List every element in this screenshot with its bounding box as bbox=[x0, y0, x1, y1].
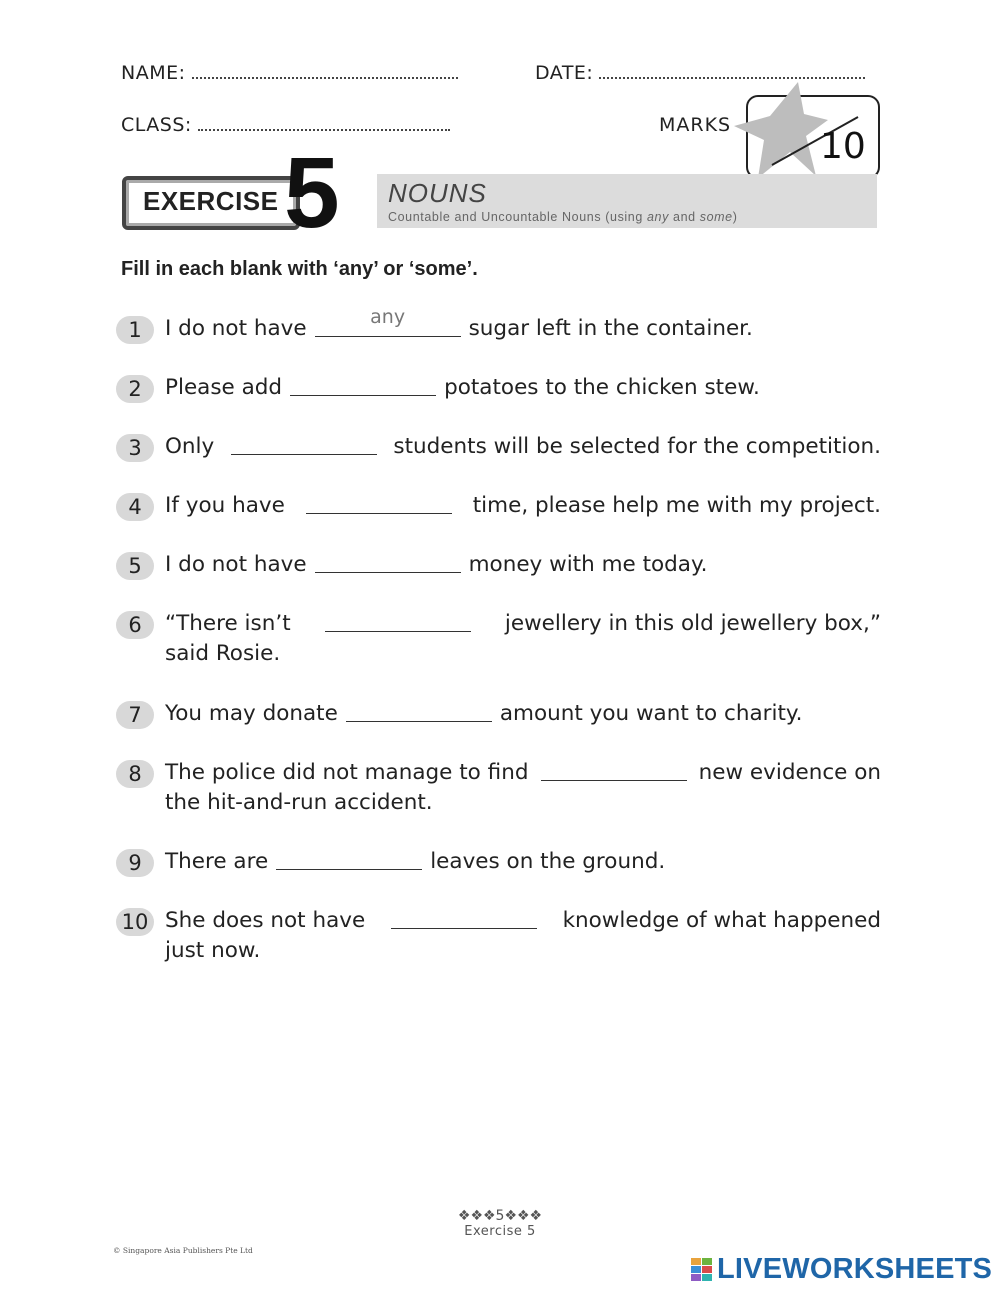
answer-blank[interactable] bbox=[231, 432, 377, 455]
subtitle-some: some bbox=[699, 210, 733, 224]
question-number: 4 bbox=[116, 493, 154, 521]
answer-blank[interactable] bbox=[315, 306, 461, 337]
name-field bbox=[121, 62, 458, 84]
question-text-line2: the hit-and-run accident. bbox=[165, 790, 433, 815]
answer-blank[interactable] bbox=[391, 906, 537, 929]
question-text-before: “There isn’t bbox=[165, 611, 291, 636]
question-text-before: I do not have bbox=[165, 316, 307, 341]
liveworksheets-blocks-icon bbox=[690, 1257, 714, 1283]
subtitle-and: and bbox=[668, 210, 700, 224]
question-number: 1 bbox=[116, 316, 154, 344]
question-text-after: students will be selected for the competition. bbox=[393, 434, 881, 459]
question-text-before: The police did not manage to find bbox=[165, 760, 529, 785]
marks-total: 10 bbox=[820, 126, 866, 167]
topic-subtitle bbox=[388, 210, 738, 224]
question-text-line2: said Rosie. bbox=[165, 641, 281, 666]
question-text-after: money with me today. bbox=[468, 552, 708, 577]
question-number: 6 bbox=[116, 611, 154, 639]
marks-label: MARKS bbox=[659, 114, 732, 136]
question-number: 8 bbox=[116, 760, 154, 788]
liveworksheets-brand: LIVEWORKSHEETS bbox=[717, 1253, 993, 1285]
question-text-before: There are bbox=[165, 849, 269, 874]
question-number: 9 bbox=[116, 849, 154, 877]
exercise-number: 5 bbox=[284, 137, 340, 249]
question-text-before: She does not have bbox=[165, 908, 366, 933]
question-number: 10 bbox=[116, 908, 154, 936]
answer-blank[interactable] bbox=[541, 758, 687, 781]
answer-blank[interactable] bbox=[315, 550, 461, 573]
topic-title: NOUNS bbox=[388, 178, 487, 208]
question-text-after: knowledge of what happened bbox=[562, 908, 881, 933]
question-text-before: If you have bbox=[165, 493, 285, 518]
question-text-after: amount you want to charity. bbox=[499, 701, 803, 726]
answer-blank[interactable] bbox=[306, 491, 452, 514]
subtitle-prefix: Countable and Uncountable Nouns (using bbox=[388, 210, 647, 224]
question-text-after: potatoes to the chicken stew. bbox=[444, 375, 760, 400]
subtitle-any: any bbox=[646, 210, 669, 224]
answer-blank[interactable] bbox=[346, 699, 492, 722]
question-text-after: new evidence on bbox=[698, 760, 881, 785]
class-field bbox=[121, 114, 450, 136]
question-number: 5 bbox=[116, 552, 154, 580]
page-label: Exercise 5 bbox=[464, 1224, 536, 1239]
page-number: ❖❖❖5❖❖❖ bbox=[457, 1208, 543, 1224]
instruction: Fill in each blank with ‘any’ or ‘some’. bbox=[121, 258, 478, 280]
question-text-after: sugar left in the container. bbox=[468, 316, 753, 341]
class-label: CLASS: bbox=[121, 114, 192, 136]
question-text-after: jewellery in this old jewellery box,” bbox=[504, 611, 881, 636]
subtitle-suffix: ) bbox=[732, 210, 738, 224]
liveworksheets-logo[interactable] bbox=[690, 1253, 992, 1286]
name-label: NAME: bbox=[121, 62, 186, 84]
question-text-before: You may donate bbox=[165, 701, 338, 726]
exercise-label: EXERCISE bbox=[143, 186, 279, 216]
answer-blank[interactable] bbox=[290, 373, 436, 396]
question-text-after: time, please help me with my project. bbox=[472, 493, 881, 518]
question-text-before: Please add bbox=[165, 375, 283, 400]
name-dotted-line bbox=[192, 76, 458, 79]
answer-blank[interactable] bbox=[325, 609, 471, 632]
copyright: © Singapore Asia Publishers Pte Ltd bbox=[113, 1246, 253, 1255]
class-dotted-line bbox=[198, 128, 450, 131]
question-text-before: Only bbox=[165, 434, 215, 459]
question-number: 3 bbox=[116, 434, 154, 462]
question-text-line2: just now. bbox=[165, 938, 261, 963]
question-number: 7 bbox=[116, 701, 154, 729]
answer-blank[interactable] bbox=[276, 847, 422, 870]
question-text-before: I do not have bbox=[165, 552, 307, 577]
question-number: 2 bbox=[116, 375, 154, 403]
date-label: DATE: bbox=[535, 62, 594, 84]
question-text-after: leaves on the ground. bbox=[430, 849, 666, 874]
answer-text: any bbox=[370, 306, 406, 328]
date-dotted-line bbox=[599, 76, 865, 79]
